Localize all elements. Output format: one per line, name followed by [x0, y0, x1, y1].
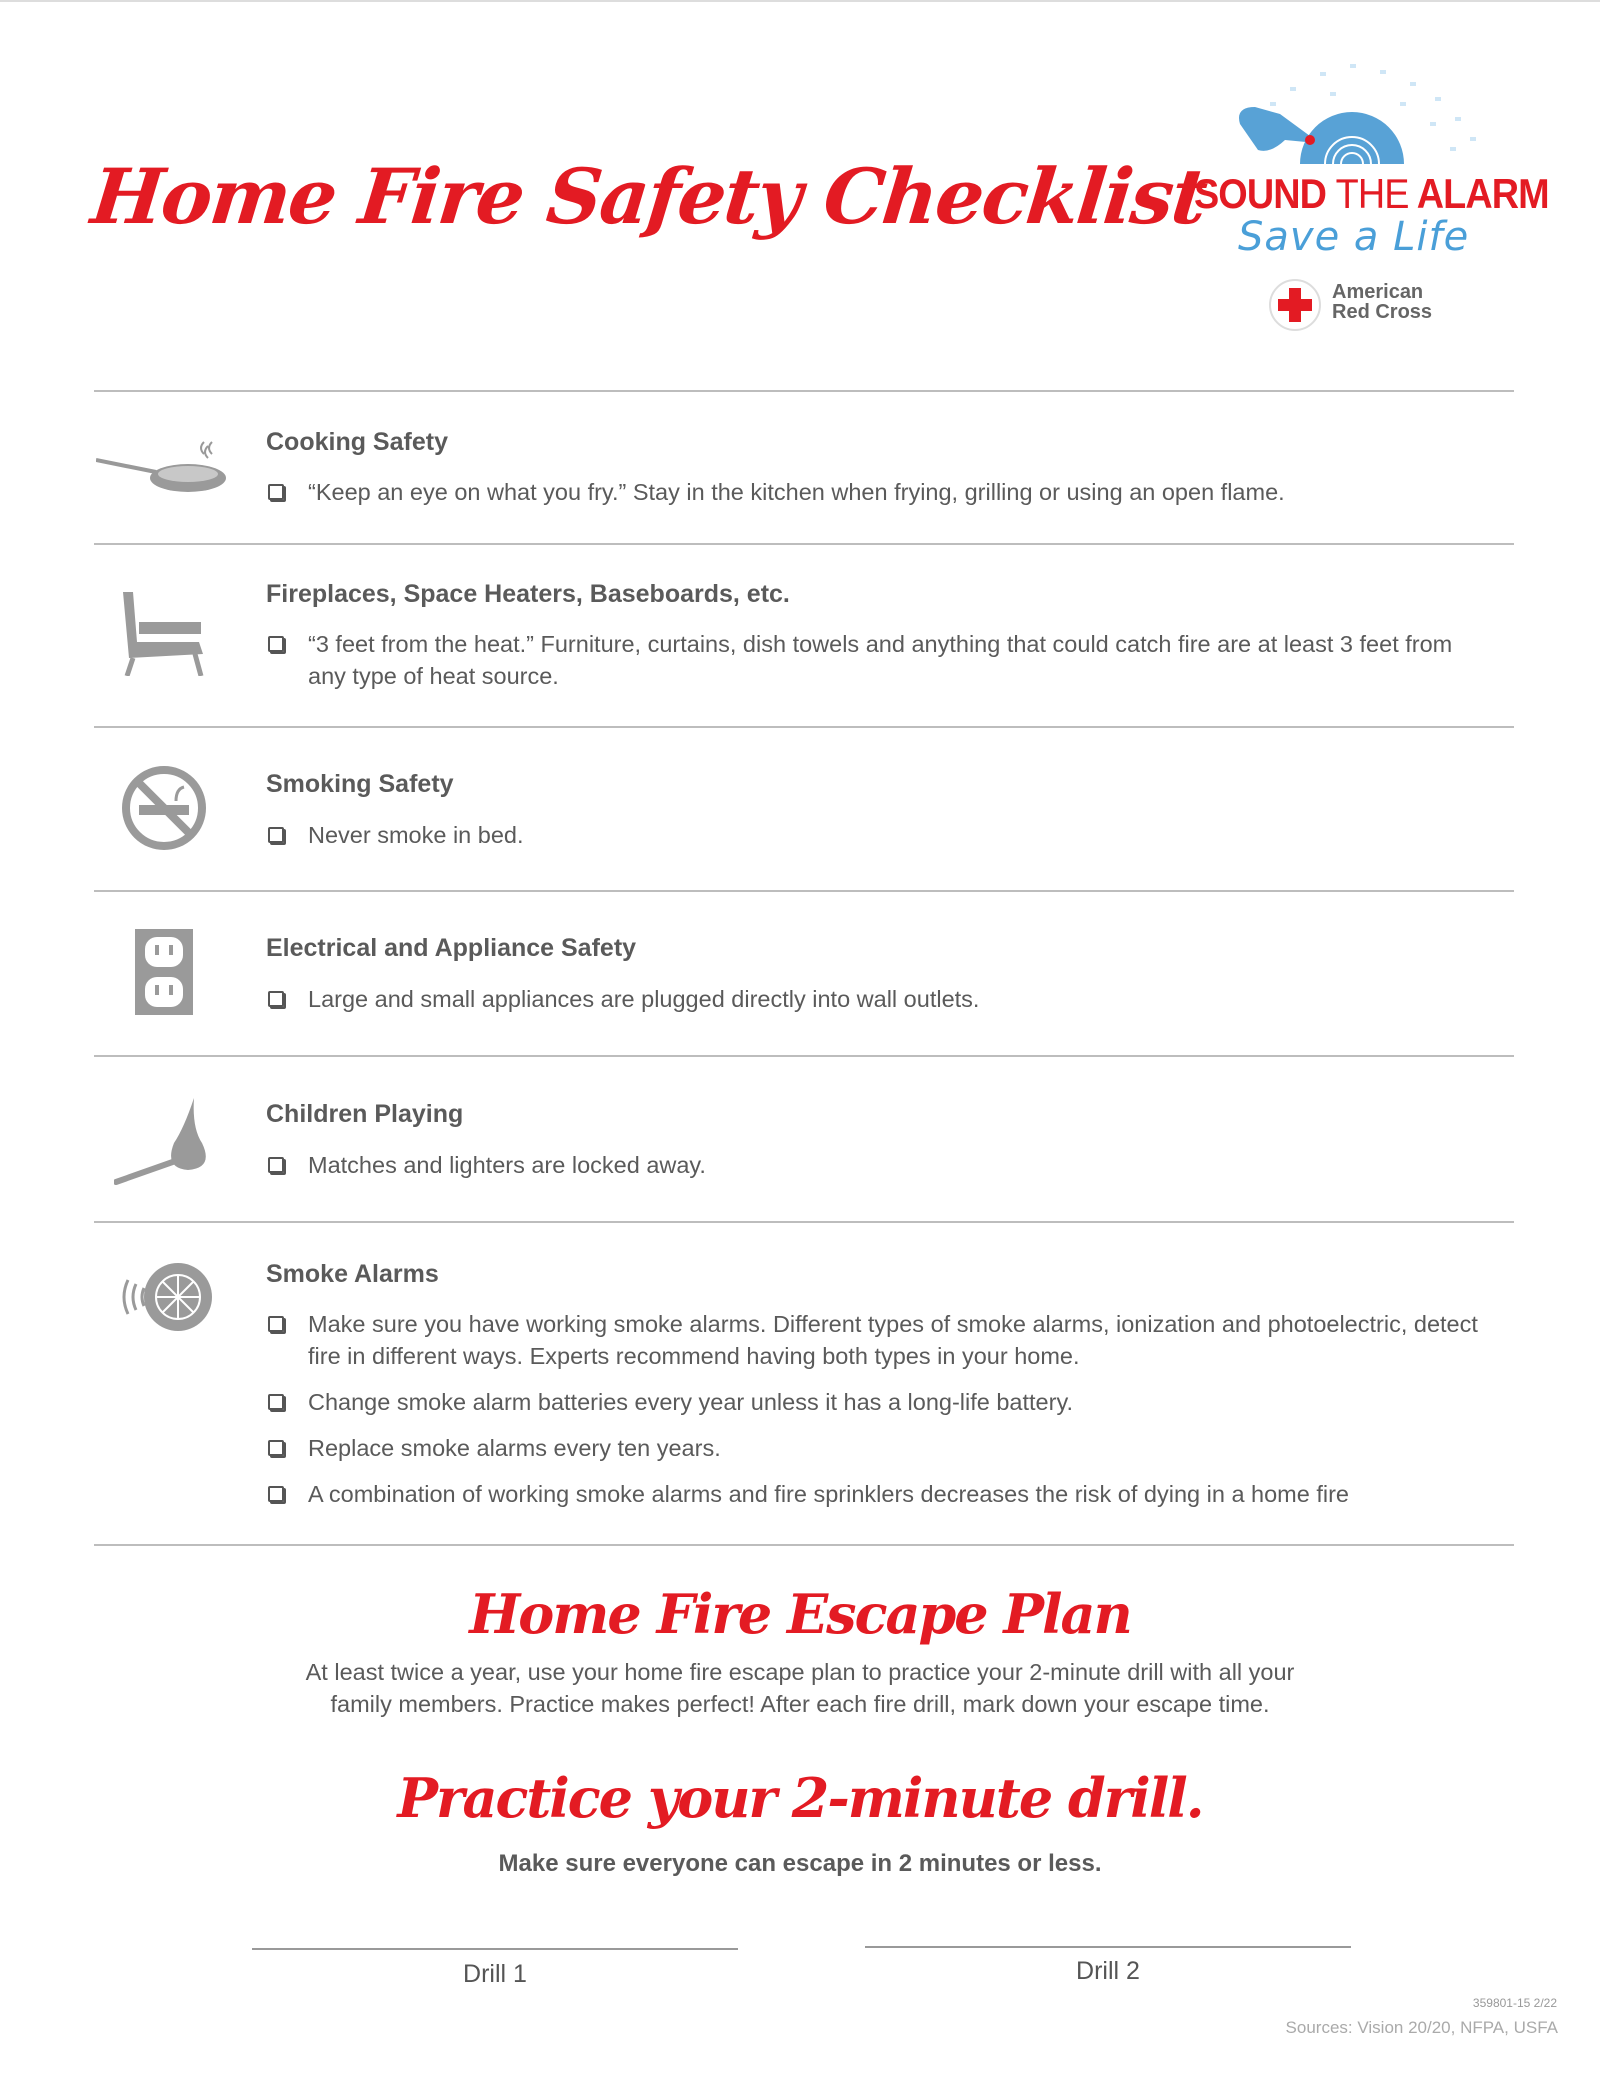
sources-note: Sources: Vision 20/20, NFPA, USFA: [1285, 2018, 1558, 2037]
checklist-item[interactable]: Change smoke alarm batteries every year unless it has a long-life battery.: [266, 1386, 1494, 1418]
frying-pan-icon: [94, 436, 234, 556]
section-children-playing: [94, 1056, 1514, 1221]
section-electrical-safety: [94, 891, 1514, 1055]
drill-1-line[interactable]: [252, 1948, 738, 1950]
checklist-item[interactable]: “Keep an eye on what you fry.” Stay in the kitchen when frying, grilling or using an open flame.: [266, 476, 1494, 508]
checkbox[interactable]: [268, 1157, 284, 1173]
section-heading: Fireplaces, Space Heaters, Baseboards, etc.: [266, 580, 790, 608]
section-smoking-safety: [94, 727, 1514, 890]
checklist-item[interactable]: Replace smoke alarms every ten years.: [266, 1432, 1494, 1464]
section-heading: Smoking Safety: [266, 770, 454, 798]
no-smoking-icon: [94, 765, 234, 885]
escape-plan-title: Home Fire Escape Plan: [469, 1582, 1131, 1646]
drill-1-label: Drill 1: [463, 1960, 527, 1988]
sound-the-alarm-graphic: [1230, 62, 1490, 177]
drill-2-label: Drill 2: [1076, 1957, 1140, 1985]
document-code: 359801-15 2/22: [1472, 1996, 1557, 2010]
checklist-item[interactable]: Matches and lighters are locked away.: [266, 1149, 1494, 1181]
section-heading: Cooking Safety: [266, 428, 448, 456]
section-fireplaces: [94, 544, 1514, 726]
section-heading: Smoke Alarms: [266, 1260, 439, 1288]
smoke-alarm-icon: [94, 1260, 234, 1380]
practice-drill-heading: Practice your 2-minute drill.: [397, 1766, 1203, 1830]
section-heading: Children Playing: [266, 1100, 464, 1128]
american-red-cross-name: American Red Cross: [1332, 281, 1433, 323]
checklist-item[interactable]: “3 feet from the heat.” Furniture, curtains, dish towels and anything that could catch fire are at least 3 feet from any type of heat source.: [266, 628, 1494, 692]
checkbox[interactable]: [268, 1394, 284, 1410]
checkbox[interactable]: [268, 1486, 284, 1502]
divider: [94, 390, 1514, 392]
checklist-item[interactable]: Make sure you have working smoke alarms. Different types of smoke alarms, ionization and photoelectric, detect fire in different ways. Experts recommend having both types in your home.: [266, 1308, 1494, 1372]
checkbox[interactable]: [268, 636, 284, 652]
chair-icon: [94, 592, 234, 712]
save-a-life-tagline: Save a Life: [1238, 214, 1470, 260]
divider: [94, 1544, 1514, 1546]
escape-subtitle: Make sure everyone can escape in 2 minutes or less.: [498, 1850, 1102, 1877]
match-icon: [94, 1098, 234, 1218]
checklist-item[interactable]: Never smoke in bed.: [266, 819, 1494, 851]
outlet-icon: [94, 929, 234, 1049]
checkbox[interactable]: [268, 1440, 284, 1456]
section-smoke-alarms: [94, 1222, 1514, 1544]
checklist-item[interactable]: Large and small appliances are plugged directly into wall outlets.: [266, 983, 1494, 1015]
section-cooking-safety: [94, 412, 1514, 542]
checkbox[interactable]: [268, 484, 284, 500]
checkbox[interactable]: [268, 991, 284, 1007]
red-cross-icon: [1268, 278, 1322, 337]
checklist-item[interactable]: A combination of working smoke alarms and fire sprinklers decreases the risk of dying in a home fire: [266, 1478, 1494, 1510]
checkbox[interactable]: [268, 827, 284, 843]
checkbox[interactable]: [268, 1316, 284, 1332]
drill-2-line[interactable]: [865, 1946, 1351, 1948]
sound-the-alarm-logo: SOUND THE ALARM: [1194, 170, 1549, 217]
escape-plan-description: At least twice a year, use your home fire escape plan to practice your 2-minute drill with all your family members. Practice makes perfect! After each fire drill, mark down your escape time.: [305, 1659, 1295, 1717]
section-heading: Electrical and Appliance Safety: [266, 934, 637, 962]
page-title: Home Fire Safety Checklist: [87, 152, 1210, 241]
